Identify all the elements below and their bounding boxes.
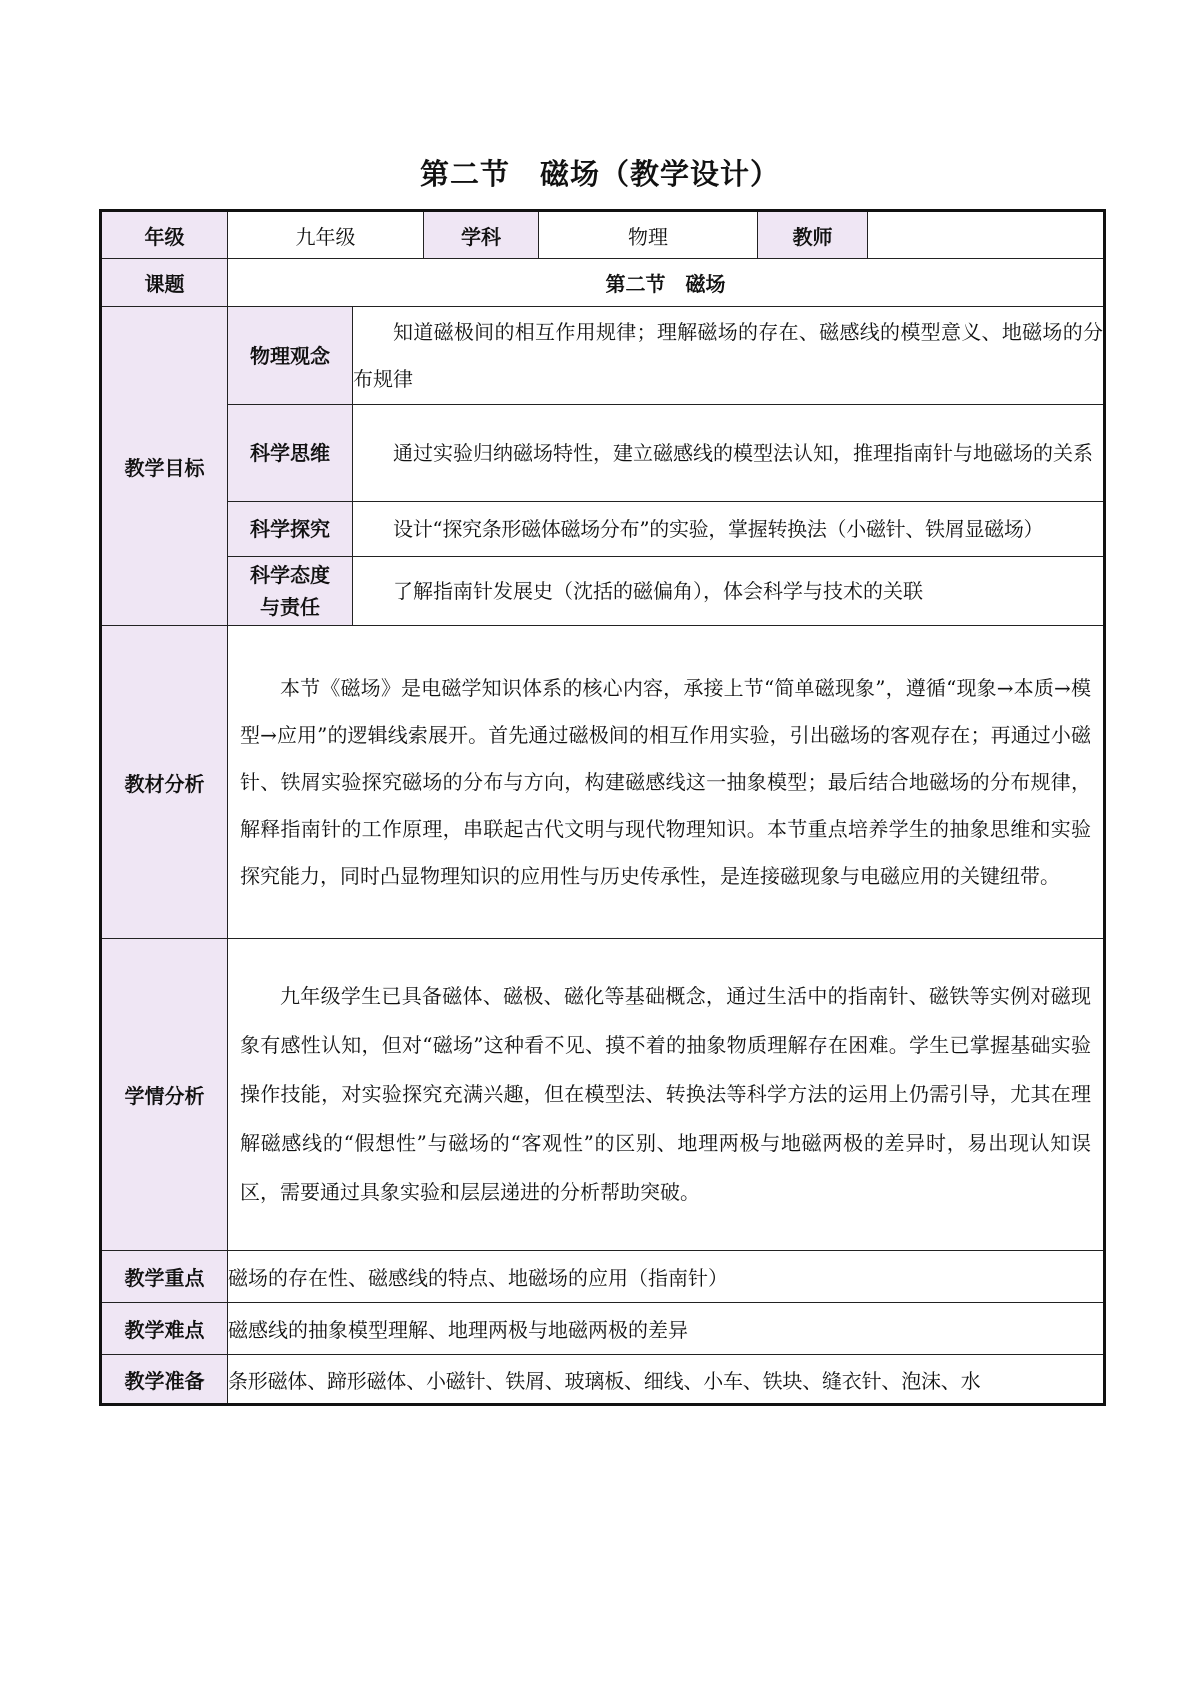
objective-row-attitude: [101, 557, 1105, 626]
objective-text: 通过实验归纳磁场特性，建立磁感线的模型法认知，推理指南针与地磁场的关系: [353, 405, 1105, 502]
difficulty-label: 教学难点: [101, 1303, 228, 1355]
subject-value: 物理: [539, 211, 758, 259]
key-point-row: [101, 1251, 1105, 1303]
grade-value: 九年级: [228, 211, 424, 259]
objective-row-scientific-inquiry: [101, 502, 1105, 557]
difficulty-text: 磁感线的抽象模型理解、地理两极与地磁两极的差异: [228, 1303, 1105, 1355]
material-analysis-text: 本节《磁场》是电磁学知识体系的核心内容，承接上节“简单磁现象”，遵循“现象→本质→模型→应用”的逻辑线索展开。首先通过磁极间的相互作用实验，引出磁场的客观存在；再通过小磁针、铁屑实验探究磁场的分布与方向，构建磁感线这一抽象模型；最后结合地磁场的分布规律，解释指南针的工作原理，串联起古代文明与现代物理知识。本节重点培养学生的抽象思维和实验探究能力，同时凸显物理知识的应用性与历史传承性，是连接磁现象与电磁应用的关键纽带。: [228, 626, 1105, 939]
objective-label: 科学探究: [228, 502, 353, 557]
key-point-label: 教学重点: [101, 1251, 228, 1303]
preparation-text: 条形磁体、蹄形磁体、小磁针、铁屑、玻璃板、细线、小车、铁块、缝衣针、泡沫、水: [228, 1355, 1105, 1405]
material-analysis-row: [101, 626, 1105, 939]
teacher-value: [868, 211, 1105, 259]
objective-text: 设计“探究条形磁体磁场分布”的实验，掌握转换法（小磁针、铁屑显磁场）: [353, 502, 1105, 557]
objectives-label: 教学目标: [101, 307, 228, 626]
header-row: [101, 211, 1105, 259]
page-title: 第二节 磁场（教学设计）: [419, 157, 780, 191]
lesson-plan-table: [99, 209, 1106, 1406]
objective-text: 了解指南针发展史（沈括的磁偏角），体会科学与技术的关联: [353, 557, 1105, 626]
objective-text: 知道磁极间的相互作用规律；理解磁场的存在、磁感线的模型意义、地磁场的分布规律: [353, 307, 1105, 405]
preparation-row: [101, 1355, 1105, 1405]
student-analysis-text: 九年级学生已具备磁体、磁极、磁化等基础概念，通过生活中的指南针、磁铁等实例对磁现象有感性认知，但对“磁场”这种看不见、摸不着的抽象物质理解存在困难。学生已掌握基础实验操作技能，对实验探究充满兴趣，但在模型法、转换法等科学方法的运用上仍需引导，尤其在理解磁感线的“假想性”与磁场的“客观性”的区别、地理两极与地磁两极的差异时，易出现认知误区，需要通过具象实验和层层递进的分析帮助突破。: [228, 939, 1105, 1251]
grade-label: 年级: [101, 211, 228, 259]
topic-value: 第二节 磁场: [228, 259, 1105, 307]
key-point-text: 磁场的存在性、磁感线的特点、地磁场的应用（指南针）: [228, 1251, 1105, 1303]
student-analysis-label: 学情分析: [101, 939, 228, 1251]
topic-row: [101, 259, 1105, 307]
objective-row-physics-concept: [101, 307, 1105, 405]
objective-label: 物理观念: [228, 307, 353, 405]
difficulty-row: [101, 1303, 1105, 1355]
subject-label: 学科: [424, 211, 539, 259]
objective-label: 科学态度与责任: [228, 557, 353, 626]
objective-row-scientific-thinking: [101, 405, 1105, 502]
material-analysis-label: 教材分析: [101, 626, 228, 939]
student-analysis-row: [101, 939, 1105, 1251]
teacher-label: 教师: [758, 211, 868, 259]
objective-label: 科学思维: [228, 405, 353, 502]
preparation-label: 教学准备: [101, 1355, 228, 1405]
topic-label: 课题: [101, 259, 228, 307]
